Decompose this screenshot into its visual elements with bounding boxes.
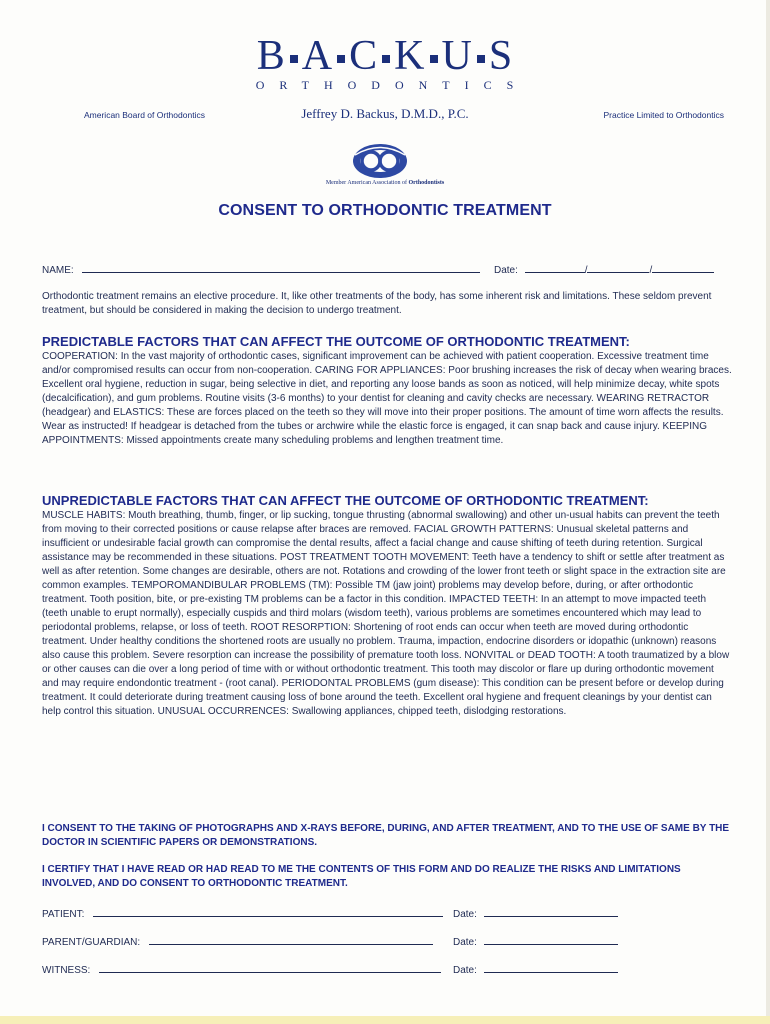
date-day-field[interactable] [587, 262, 649, 273]
patient-date-label: Date: [453, 909, 477, 920]
board-affiliation: American Board of Orthodontics [84, 110, 205, 120]
aao-org-bold: Orthodontists [408, 180, 445, 186]
aao-emblem-icon [351, 142, 409, 180]
patient-label: PATIENT: [42, 909, 85, 920]
date-year-field[interactable] [652, 262, 714, 273]
page-edge [766, 0, 770, 1024]
form-title: CONSENT TO ORTHODONTIC TREATMENT [218, 202, 552, 219]
doctor-name: Jeffrey D. Backus, D.M.D., P.C. [301, 106, 469, 121]
date-separator: / [584, 265, 588, 276]
witness-date-row [453, 962, 618, 976]
backus-logo [0, 34, 770, 93]
aao-membership [0, 180, 770, 186]
logo-letter: C [349, 33, 379, 79]
bottom-strip [0, 1016, 770, 1024]
aao-org: American Association of [347, 180, 407, 186]
certify-statement: I CERTIFY THAT I HAVE READ OR HAD READ TO ME THE CONTENTS OF THIS FORM AND DO REALIZE THE RISKS AND LIMITATIONS INVOLVED, AND DO CONSENT TO ORTHODONTIC TREATMENT. [42, 864, 681, 889]
witness-label: WITNESS: [42, 965, 91, 976]
guardian-signature-field[interactable] [149, 934, 433, 945]
logo-letter: U [441, 33, 473, 79]
aao-member: Member [325, 180, 347, 186]
predictable-heading: PREDICTABLE FACTORS THAT CAN AFFECT THE OUTCOME OF ORTHODONTIC TREATMENT: [42, 334, 630, 349]
guardian-row [42, 934, 433, 948]
witness-date-field[interactable] [484, 962, 618, 973]
logo-letter: S [488, 33, 514, 79]
date-month-field[interactable] [525, 262, 585, 273]
intro-paragraph: Orthodontic treatment remains an elective procedure. It, like other treatments of the body, has some inherent risk and limitations. These seldom prevent treatment, but should be considered in making the decision to undergo treatment. [42, 291, 712, 316]
guardian-date-label: Date: [453, 937, 477, 948]
date-row [494, 262, 714, 276]
guardian-date-field[interactable] [484, 934, 618, 945]
date-separator: / [649, 265, 653, 276]
logo-letter: K [394, 33, 426, 79]
logo-letter: B [256, 33, 286, 79]
predictable-text: COOPERATION: In the vast majority of orthodontic cases, significant improvement can be achieved with patient cooperation. Excessive treatment time and/or compromised results can occur from non-cooperation. CARING FOR APPLIANCES: Poor brushing increases the risk of decay when wearing braces. Excellent oral hygiene, reduction in sugar, being selective in diet, and reporting any loose bands as soon as noticed, will help minimize decay, white spots (decalcification), and gum problems. Routine visits (3-6 months) to your dentist for cleaning and cavity checks are necessary. WEARING RETRACTOR (headgear) and ELASTICS: These are forces placed on the teeth so they will move into their proper positions. The amount of time worn affects the results. Wear as instructed! If headgear is detached from the tubes or archwire while the elastic force is engaged, it can snap back and cause injury. KEEPING APPOINTMENTS: Missed appointments create many scheduling problems and lengthen treatment time. [42, 351, 732, 446]
witness-signature-field[interactable] [99, 962, 441, 973]
patient-date-row [453, 906, 618, 920]
patient-row [42, 906, 443, 920]
guardian-date-row [453, 934, 618, 948]
witness-row [42, 962, 441, 976]
name-label: NAME: [42, 265, 74, 276]
patient-signature-field[interactable] [93, 906, 443, 917]
photo-consent: I CONSENT TO THE TAKING OF PHOTOGRAPHS AND X-RAYS BEFORE, DURING, AND AFTER TREATMENT, AND TO THE USE OF SAME BY THE DOCTOR IN SCIENTIFIC PAPERS OR DEMONSTRATIONS. [42, 823, 730, 848]
date-label: Date: [494, 265, 518, 276]
patient-date-field[interactable] [484, 906, 618, 917]
guardian-label: PARENT/GUARDIAN: [42, 937, 141, 948]
name-field[interactable] [82, 262, 480, 273]
witness-date-label: Date: [453, 965, 477, 976]
logo-wordmark [0, 34, 770, 78]
logo-subtitle: ORTHODONTICS [255, 78, 529, 92]
logo-letter: A [301, 33, 334, 79]
unpredictable-text: MUSCLE HABITS: Mouth breathing, thumb, finger, or lip sucking, tongue thrusting (abnormal swallowing) and other un-usual habits can prevent the teeth from moving to their corrected positions or cause relapse after braces are removed. FACIAL GROWTH PATTERNS: Unusual skeletal patterns and insufficient or undesirable facial growth can compromise the dental results, affect a facial change and cause shifting of teeth during retention. Surgical assistance may be recommended in these situations. POST TREATMENT TOOTH MOVEMENT: Teeth have a tendency to shift or settle after treatment as well as after retention. Some changes are desirable, others are not. Rotations and crowding of the lower front teeth or slight space in the extraction site are common examples. TEMPOROMANDIBULAR PROBLEMS (TM): Possible TM (jaw joint) problems may develop before, during, or after orthodontic treatment. Tooth position, bite, or pre-existing TM problems can be a factor in this condition. IMPACTED TEETH: In an attempt to move impacted teeth (teeth unable to erupt normally), especially cuspids and third molars (wisdom teeth), various problems are sometimes encountered which may lead to periodontal problems, relapse, or loss of teeth. ROOT RESORPTION: Shortening of root ends can occur when teeth are moved during orthodontic treatment. Under healthy conditions the shortened roots are usually no problem. Trauma, impaction, endocrine disorders or idopathic (unknown) reasons also cause this problem. Severe resorption can increase the possibility of premature tooth loss. NONVITAL or DEAD TOOTH: A tooth traumatized by a blow or other causes can die over a long period of time with or without orthodontic treatment. This tooth may discolor or flare up during orthodontic movement and may require endondontic treatment - (root canal). PERIODONTAL PROBLEMS (gum disease): This condition can be present before or develop during treatment. It could deteriorate during treatment causing loss of bone around the teeth. Excellent oral hygiene and frequent cleanings by your dentist can help control this situation. UNUSUAL OCCURRENCES: Swallowing appliances, chipped teeth, dislodging restorations. [42, 510, 730, 717]
name-row [42, 262, 480, 276]
practice-limitation: Practice Limited to Orthodontics [603, 110, 724, 120]
unpredictable-heading: UNPREDICTABLE FACTORS THAT CAN AFFECT THE OUTCOME OF ORTHODONTIC TREATMENT: [42, 493, 649, 508]
